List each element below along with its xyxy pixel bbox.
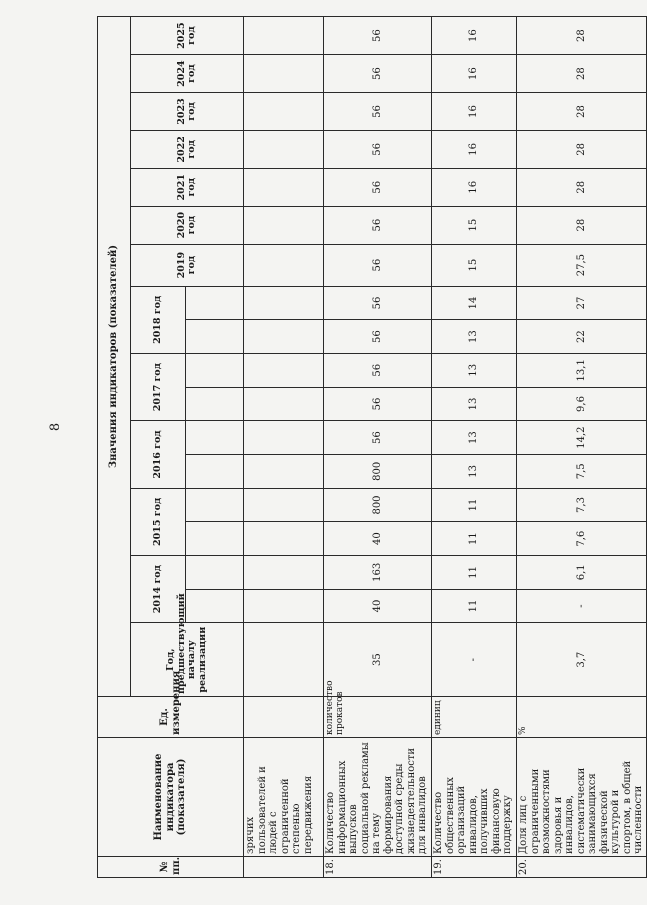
base-year-value: - bbox=[432, 623, 517, 697]
year-header: 2025 год bbox=[131, 17, 244, 55]
value-cell: 7,3 bbox=[517, 488, 647, 522]
year-header: 2021 год bbox=[131, 168, 244, 206]
value-cell: 13 bbox=[432, 421, 517, 455]
value-cell bbox=[244, 130, 324, 168]
value-cell bbox=[244, 320, 324, 354]
value-cell: 15 bbox=[432, 244, 517, 286]
value-cell: 56 bbox=[324, 93, 432, 131]
base-year-header: Год, предшествующий началу реализации bbox=[131, 623, 244, 697]
indicator-table bbox=[97, 16, 647, 878]
year-header: 2023 год bbox=[131, 93, 244, 131]
indicator-unit: единиц bbox=[432, 697, 517, 738]
indicator-unit: % bbox=[517, 697, 647, 738]
value-cell: 56 bbox=[324, 387, 432, 421]
value-cell: 800 bbox=[324, 488, 432, 522]
indicator-table-sheet bbox=[97, 16, 644, 878]
value-cell: 28 bbox=[517, 17, 647, 55]
year-header: 2019 год bbox=[131, 244, 244, 286]
value-cell: 56 bbox=[324, 421, 432, 455]
value-cell: 40 bbox=[324, 589, 432, 623]
value-cell bbox=[244, 522, 324, 556]
value-cell: 16 bbox=[432, 130, 517, 168]
value-cell bbox=[244, 168, 324, 206]
year-header: 2018 год bbox=[131, 286, 186, 353]
base-year-value bbox=[244, 623, 324, 697]
value-cell: 28 bbox=[517, 168, 647, 206]
value-cell bbox=[244, 353, 324, 387]
value-cell bbox=[244, 488, 324, 522]
col-name-header: Наименование индикатора (показателя) bbox=[98, 738, 244, 857]
value-cell: 28 bbox=[517, 206, 647, 244]
year-subcell bbox=[186, 488, 244, 522]
value-cell: 7,6 bbox=[517, 522, 647, 556]
year-subcell bbox=[186, 556, 244, 590]
value-cell: 11 bbox=[432, 589, 517, 623]
row-number: 19. bbox=[432, 856, 517, 877]
value-cell: 11 bbox=[432, 556, 517, 590]
table-row bbox=[432, 17, 517, 878]
year-subcell bbox=[186, 286, 244, 320]
row-number: 18. bbox=[324, 856, 432, 877]
col-num-header: № пп. bbox=[98, 856, 244, 877]
year-subcell bbox=[186, 522, 244, 556]
value-cell bbox=[244, 93, 324, 131]
value-cell bbox=[244, 556, 324, 590]
value-cell: 13 bbox=[432, 454, 517, 488]
table-body bbox=[244, 17, 647, 878]
value-cell: 22 bbox=[517, 320, 647, 354]
value-cell: 800 bbox=[324, 454, 432, 488]
indicator-name: зрячих пользователей и людей с ограниченной степенью передвижения bbox=[244, 738, 324, 857]
table-row bbox=[244, 17, 324, 878]
value-cell: 13 bbox=[432, 387, 517, 421]
value-cell: 14 bbox=[432, 286, 517, 320]
value-cell bbox=[244, 387, 324, 421]
value-cell: 13 bbox=[432, 320, 517, 354]
value-cell: 16 bbox=[432, 17, 517, 55]
indicator-unit: количество прокатов bbox=[324, 697, 432, 738]
value-cell bbox=[244, 17, 324, 55]
value-cell: 56 bbox=[324, 168, 432, 206]
row-number bbox=[244, 856, 324, 877]
value-cell bbox=[244, 286, 324, 320]
year-header: 2016 год bbox=[131, 421, 186, 488]
values-group-header: Значения индикаторов (показателей) bbox=[98, 17, 131, 697]
year-header: 2022 год bbox=[131, 130, 244, 168]
year-header: 2017 год bbox=[131, 353, 186, 420]
value-cell: 56 bbox=[324, 353, 432, 387]
value-cell: 14,2 bbox=[517, 421, 647, 455]
value-cell: 16 bbox=[432, 55, 517, 93]
value-cell: 56 bbox=[324, 17, 432, 55]
value-cell bbox=[244, 55, 324, 93]
base-year-value: 3,7 bbox=[517, 623, 647, 697]
indicator-name: Доля лиц с ограниченными возможностями здоровья и инвалидов, систематически занимающихся физической культурой и спортом, в общей численности bbox=[517, 738, 647, 857]
value-cell: 56 bbox=[324, 206, 432, 244]
value-cell: 56 bbox=[324, 130, 432, 168]
value-cell: 11 bbox=[432, 488, 517, 522]
year-header: 2024 год bbox=[131, 55, 244, 93]
value-cell: 13,1 bbox=[517, 353, 647, 387]
value-cell: 56 bbox=[324, 286, 432, 320]
value-cell: 7,5 bbox=[517, 454, 647, 488]
row-number: 20. bbox=[517, 856, 647, 877]
indicator-unit bbox=[244, 697, 324, 738]
value-cell: 56 bbox=[324, 55, 432, 93]
table-row bbox=[324, 17, 432, 878]
value-cell: 15 bbox=[432, 206, 517, 244]
value-cell: 16 bbox=[432, 93, 517, 131]
year-header: 2014 год bbox=[131, 556, 186, 623]
indicator-name: Количество информационных выпусков социальной рекламы на тему формирования доступной среды жизнедеятельности для инвалидов bbox=[324, 738, 432, 857]
value-cell bbox=[244, 206, 324, 244]
value-cell: 27,5 bbox=[517, 244, 647, 286]
value-cell: 28 bbox=[517, 55, 647, 93]
value-cell: 28 bbox=[517, 93, 647, 131]
value-cell: 9,6 bbox=[517, 387, 647, 421]
value-cell: 56 bbox=[324, 320, 432, 354]
page-number: 8 bbox=[48, 422, 64, 432]
year-header: 2015 год bbox=[131, 488, 186, 555]
value-cell bbox=[244, 421, 324, 455]
year-subcell bbox=[186, 353, 244, 387]
value-cell: 13 bbox=[432, 353, 517, 387]
base-year-value: 35 bbox=[324, 623, 432, 697]
year-header: 2020 год bbox=[131, 206, 244, 244]
value-cell: 28 bbox=[517, 130, 647, 168]
value-cell: - bbox=[517, 589, 647, 623]
table-row bbox=[517, 17, 647, 878]
value-cell: 40 bbox=[324, 522, 432, 556]
value-cell bbox=[244, 454, 324, 488]
value-cell: 6,1 bbox=[517, 556, 647, 590]
value-cell: 56 bbox=[324, 244, 432, 286]
value-cell bbox=[244, 589, 324, 623]
col-unit-header: Ед. измерения bbox=[98, 697, 244, 738]
value-cell: 27 bbox=[517, 286, 647, 320]
value-cell: 11 bbox=[432, 522, 517, 556]
year-subcell bbox=[186, 320, 244, 354]
year-subcell bbox=[186, 589, 244, 623]
year-subcell bbox=[186, 387, 244, 421]
value-cell: 163 bbox=[324, 556, 432, 590]
value-cell bbox=[244, 244, 324, 286]
year-subcell bbox=[186, 421, 244, 455]
value-cell: 16 bbox=[432, 168, 517, 206]
year-subcell bbox=[186, 454, 244, 488]
indicator-name: Количество общественных организаций инвалидов, получивших финансовую поддержку bbox=[432, 738, 517, 857]
